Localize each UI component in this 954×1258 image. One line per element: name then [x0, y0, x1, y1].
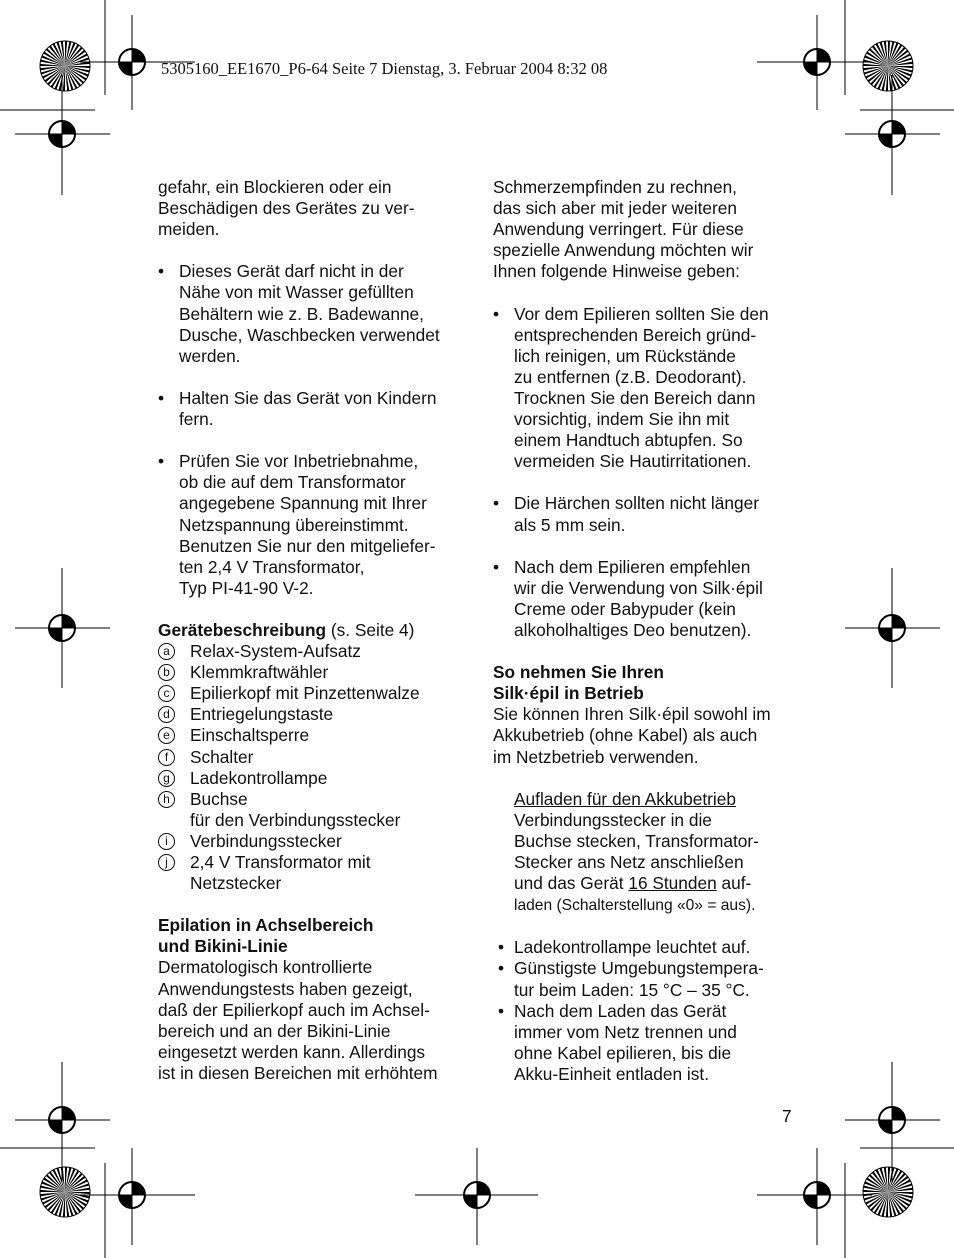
- list-item: e Einschaltsperre: [158, 725, 468, 746]
- start-text: Sie können Ihren Silk·épil sowohl im Akkubetrieb (ohne Kabel) als auch im Netzbetrieb verwenden.: [493, 704, 771, 767]
- starburst-mark: [40, 1167, 90, 1217]
- part-key: a: [158, 643, 175, 660]
- starburst-mark: [863, 41, 913, 91]
- list-item: g Ladekontrollampe: [158, 768, 468, 789]
- part-key: g: [158, 770, 175, 787]
- list-item: d Entriegelungstaste: [158, 704, 468, 725]
- intro-text: gefahr, ein Blockieren oder ein Beschädigen des Gerätes zu ver- meiden.: [158, 177, 415, 240]
- part-key: c: [158, 685, 175, 702]
- list-item: c Epilierkopf mit Pinzettenwalze: [158, 683, 468, 704]
- starburst-mark: [863, 1167, 913, 1217]
- part-key: j: [158, 854, 175, 871]
- device-parts-list: [158, 641, 468, 894]
- charge-duration: 16 Stunden: [628, 873, 717, 894]
- part-key: f: [158, 749, 175, 766]
- part-key: h: [158, 791, 175, 808]
- list-item: j 2,4 V Transformator mit Netzstecker: [158, 852, 468, 894]
- list-item: • Ladekontrollampe leuchtet auf.: [493, 937, 803, 958]
- list-item: b Klemmkraftwähler: [158, 662, 468, 683]
- epilation-heading: Epilation in Achselbereich und Bikini-Linie: [158, 915, 374, 957]
- part-key: b: [158, 664, 175, 681]
- start-heading: So nehmen Sie Ihren Silk·épil in Betrieb: [493, 662, 664, 704]
- print-header: 5305160_EE1670_P6-64 Seite 7 Dienstag, 3. Februar 2004 8:32 08: [161, 59, 608, 78]
- part-key: i: [158, 833, 175, 850]
- list-item: f Schalter: [158, 747, 468, 768]
- list-item: • Nach dem Epilieren empfehlen wir die Verwendung von Silk·épil Creme oder Babypuder (kein alkoholhaltiges Deo benutzen).: [493, 557, 803, 641]
- list-item: • Vor dem Epilieren sollten Sie den entsprechenden Bereich gründ- lich reinigen, um Rückstände zu entfernen (z.B. Deodorant). Trocknen Sie den Bereich dann vorsichtig, indem Sie ihn mit einem Handtuch abtupfen. So vermeiden Sie Hautirritationen.: [493, 304, 803, 473]
- part-key: e: [158, 727, 175, 744]
- list-item: • Die Härchen sollten nicht länger als 5 mm sein.: [493, 493, 803, 535]
- list-item: • Günstigste Umgebungstempera- tur beim Laden: 15 °C – 35 °C.: [493, 958, 803, 1000]
- list-item: • Dieses Gerät darf nicht in der Nähe von mit Wasser gefüllten Behältern wie z. B. Badewanne, Dusche, Waschbecken verwendet werden.: [158, 261, 468, 366]
- list-item: a Relax-System-Aufsatz: [158, 641, 468, 662]
- starburst-mark: [40, 41, 90, 91]
- charging-heading: Aufladen für den Akkubetrieb: [514, 788, 736, 809]
- part-key: d: [158, 706, 175, 723]
- list-item: i Verbindungsstecker: [158, 831, 468, 852]
- list-item: • Prüfen Sie vor Inbetriebnahme, ob die auf dem Transformator angegebene Spannung mit Ihrer Netzspannung übereinstimmt. Benutzen Sie nur den mitgeliefer- ten 2,4 V Transformator, Typ PI-41-90 V-2.: [158, 451, 468, 599]
- device-description-heading: Gerätebeschreibung (s. Seite 4): [158, 619, 415, 640]
- right-column: [493, 177, 803, 1085]
- intro-text: Schmerzempfinden zu rechnen, das sich aber mit jeder weiteren Anwendung verringert. Für diese spezielle Anwendung möchten wir Ihnen folgende Hinweise geben:: [493, 177, 754, 282]
- left-column: [158, 177, 468, 1084]
- charging-section: Aufladen für den Akkubetrieb Verbindungsstecker in die Buchse stecken, Transformator- Stecker ans Netz anschließen und das Gerät 16 Stunden auf- laden (Schalterstellung «0» = aus).: [514, 788, 759, 915]
- epilation-text: Dermatologisch kontrollierte Anwendungstests haben gezeigt, daß der Epilierkopf auch im Achsel- bereich und an der Bikini-Linie eingesetzt werden kann. Allerdings ist in diesen Bereichen mit erhöhtem: [158, 957, 438, 1083]
- list-item: • Halten Sie das Gerät von Kindern fern.: [158, 388, 468, 430]
- list-item: h Buchse für den Verbindungsstecker: [158, 789, 468, 831]
- page-number: 7: [782, 1106, 792, 1126]
- list-item: • Nach dem Laden das Gerät immer vom Netz trennen und ohne Kabel epilieren, bis die Akku-Einheit entladen ist.: [493, 1001, 803, 1085]
